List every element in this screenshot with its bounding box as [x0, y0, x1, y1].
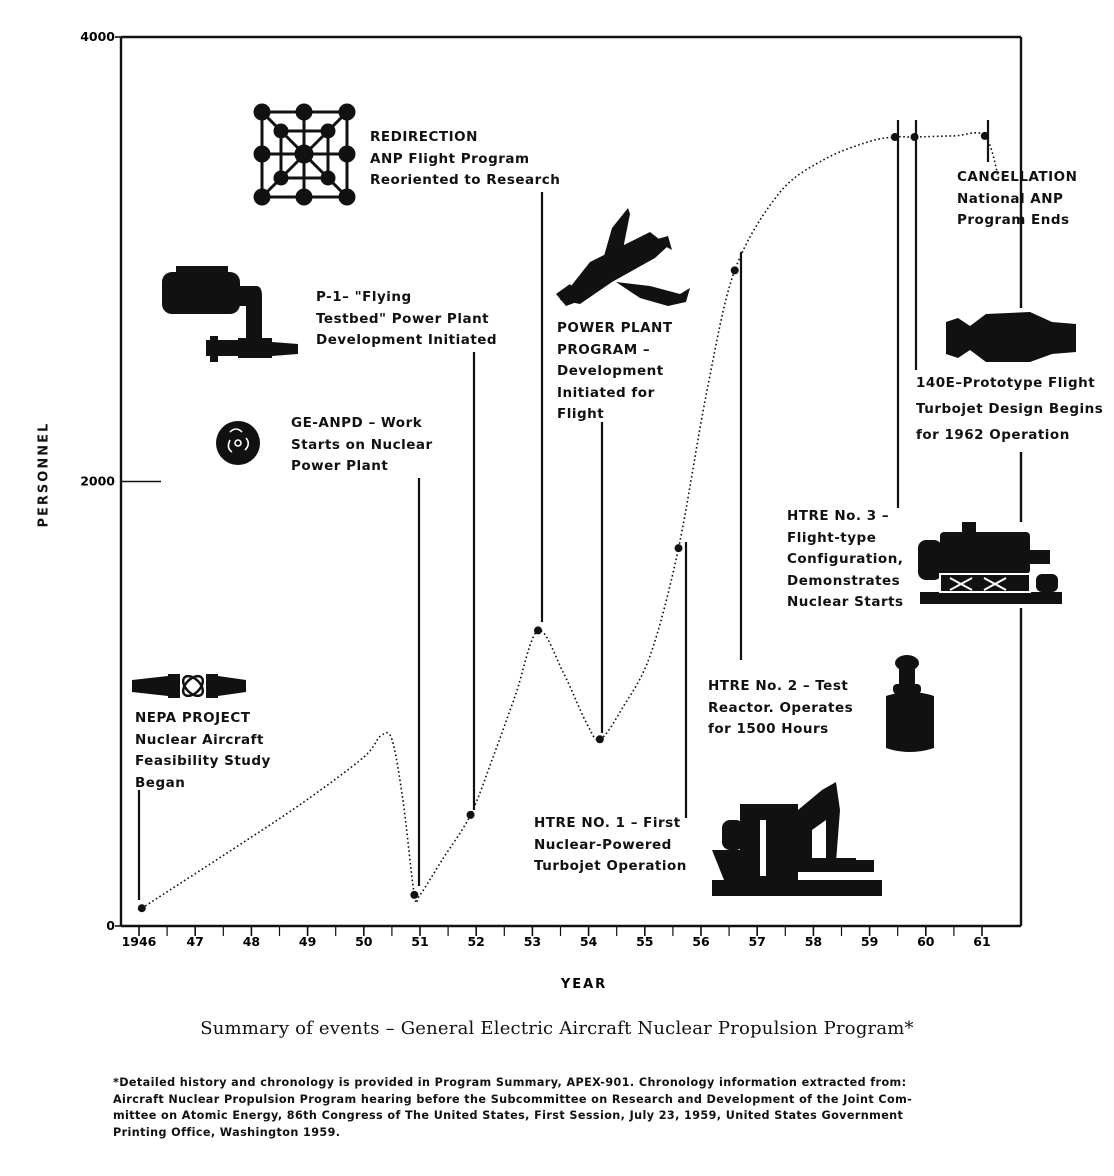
annotation-line: for 1500 Hours [708, 721, 829, 737]
annotation-line: REDIRECTION [370, 129, 478, 145]
annotation-line: for 1962 Operation [916, 427, 1070, 443]
annotation-line: ANP Flight Program [370, 150, 530, 167]
annotation-line: Turbojet Operation [534, 858, 687, 874]
x-tick-label: 48 [242, 934, 261, 949]
ge-logo-icon [216, 421, 260, 465]
x-tick-label: 61 [973, 934, 991, 949]
annotation-line: Nuclear Aircraft [135, 731, 264, 748]
annotation-140e-prototype [916, 370, 1103, 448]
footnote-line: mittee on Atomic Energy, 86th Congress of The United States, First Session, July 23, 1959, United States Government [113, 1109, 904, 1122]
annotation-line: Feasibility Study [135, 753, 271, 769]
footnote-line: Printing Office, Washington 1959. [113, 1125, 341, 1139]
y-tick-label: 2000 [80, 473, 115, 489]
annotation-line: Reactor. Operates [708, 699, 854, 716]
annotation-line: Reoriented to Research [370, 172, 561, 188]
x-tick-label: 1946 [121, 934, 157, 949]
140e-turbojet-icon [946, 312, 1076, 362]
annotation-line: Flight-type [787, 529, 877, 546]
annotation-line: CANCELLATION [957, 169, 1078, 185]
annotation-line: Demonstrates [787, 572, 901, 589]
x-tick-label: 51 [411, 934, 429, 949]
event-marker [534, 626, 542, 634]
x-tick-label: 47 [186, 934, 204, 949]
x-axis-label: YEAR [560, 977, 608, 992]
annotation-line: Nuclear Starts [787, 594, 904, 610]
annotation-nepa-project [135, 708, 271, 794]
aircraft-icon [556, 208, 690, 306]
annotation-power-plant-program [557, 318, 673, 426]
annotation-htre-no3 [787, 506, 904, 614]
annotation-line: Nuclear-Powered [534, 836, 672, 853]
x-axis-ticks [122, 926, 991, 992]
annotation-line: Testbed" Power Plant [316, 310, 490, 327]
event-marker [410, 891, 418, 899]
redirection-lattice-icon [255, 105, 354, 204]
p1-powerplant-icon [162, 266, 298, 362]
nepa-engine-icon [132, 673, 246, 700]
htre3-reactor-icon [918, 522, 1062, 604]
footnote-line: Aircraft Nuclear Propulsion Program hearing before the Subcommittee on Research and Development of the Joint Com- [113, 1092, 913, 1106]
annotation-line: HTRE NO. 1 – First [534, 815, 681, 831]
x-tick-label: 58 [804, 934, 823, 949]
annotation-ge-anpd [291, 413, 433, 478]
event-marker [891, 133, 899, 141]
annotation-line: Development Initiated [316, 332, 498, 348]
x-tick-label: 60 [917, 934, 935, 949]
htre1-reactor-icon [712, 782, 882, 896]
annotation-line: PROGRAM – [557, 341, 651, 358]
x-tick-label: 50 [355, 934, 373, 949]
annotation-line: Turbojet Design Begins [916, 401, 1104, 417]
event-marker [911, 133, 919, 141]
annotation-line: Initiated for [557, 384, 655, 401]
annotation-htre-no2 [708, 676, 853, 741]
y-tick-label: 0 [106, 918, 115, 933]
event-marker [138, 904, 146, 912]
event-marker [675, 544, 683, 552]
footnote [113, 1075, 1023, 1141]
annotation-htre-no1 [534, 813, 687, 878]
annotation-line: HTRE No. 3 – [787, 508, 890, 524]
annotation-p1-flying-testbed [316, 287, 497, 352]
annotation-line: Starts on Nuclear [291, 436, 433, 453]
y-tick-label: 4000 [80, 29, 115, 44]
annotation-line: POWER PLANT [557, 320, 673, 336]
footnote-line: *Detailed history and chronology is provided in Program Summary, APEX-901. Chronology information extracted from: [113, 1076, 907, 1089]
annotation-line: Program Ends [957, 212, 1070, 228]
annotation-redirection [370, 127, 560, 192]
annotation-line: Power Plant [291, 458, 389, 474]
event-marker [981, 132, 989, 140]
x-tick-label: 54 [579, 934, 598, 949]
annotation-line: Began [135, 774, 186, 791]
annotation-line: Flight [557, 406, 605, 422]
x-tick-label: 53 [523, 934, 542, 949]
annotation-line: GE-ANPD – Work [291, 415, 423, 431]
event-marker [731, 266, 739, 274]
x-tick-label: 52 [467, 934, 485, 949]
x-tick-label: 57 [748, 934, 766, 949]
x-tick-label: 56 [692, 934, 710, 949]
htre2-reactor-icon [886, 655, 934, 752]
annotation-line: Configuration, [787, 551, 904, 567]
annotation-line: 140E–Prototype Flight [916, 375, 1096, 391]
x-tick-label: 55 [636, 934, 654, 949]
annotation-line: National ANP [957, 190, 1064, 207]
annotation-line: Development [557, 363, 664, 379]
event-marker [596, 735, 604, 743]
figure-caption: Summary of events – General Electric Aircraft Nuclear Propulsion Program* [200, 1018, 914, 1039]
annotation-line: P-1– "Flying [316, 289, 412, 305]
annotation-line: NEPA PROJECT [135, 710, 251, 726]
x-tick-label: 49 [298, 934, 317, 949]
x-tick-label: 59 [860, 934, 879, 949]
y-axis-label: PERSONNEL [36, 421, 52, 528]
event-marker [467, 811, 475, 819]
annotation-cancellation [957, 167, 1077, 232]
annotation-line: HTRE No. 2 – Test [708, 678, 849, 694]
